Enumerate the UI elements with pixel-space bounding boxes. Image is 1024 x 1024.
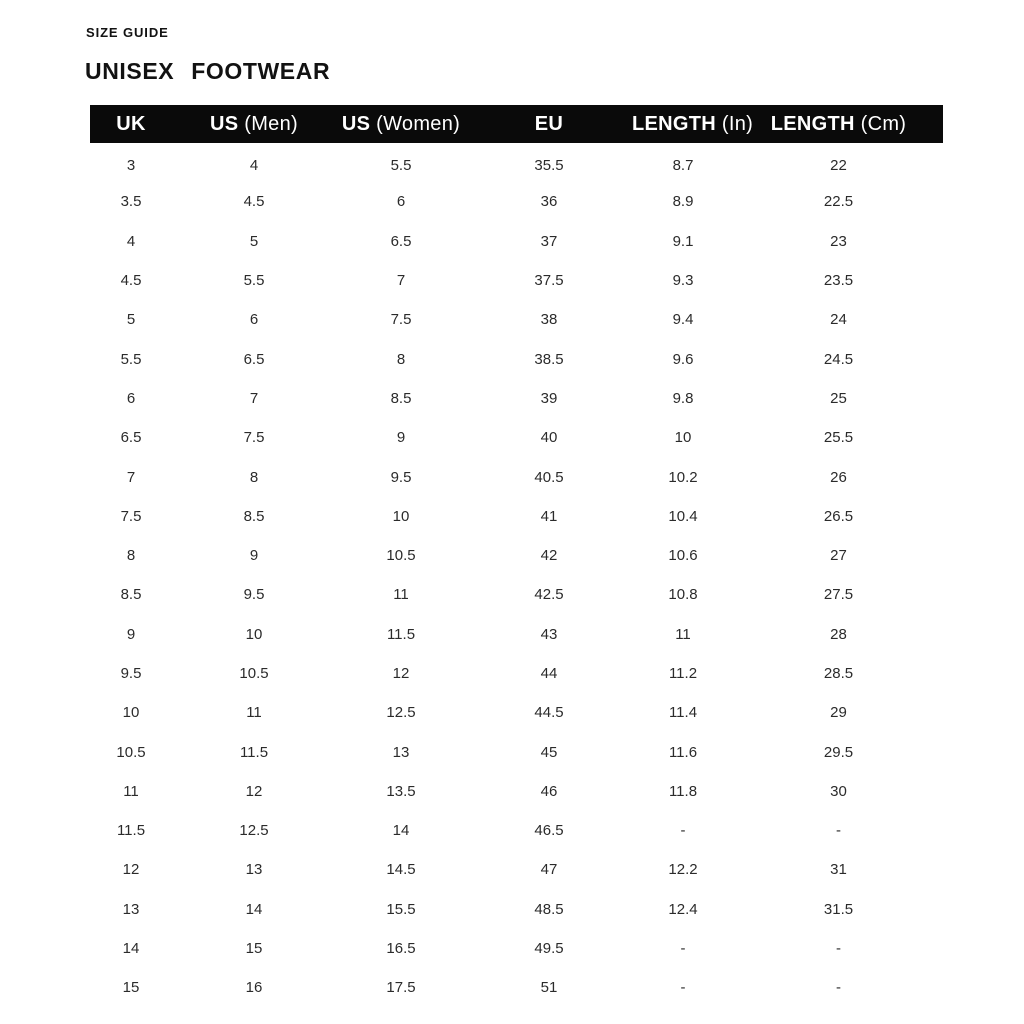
cell-us-men: 7.5 [243, 429, 265, 447]
cell-us-women: 11 [393, 586, 409, 604]
cell-eu: 49.5 [534, 940, 564, 958]
cell-length-cm: 24.5 [823, 350, 854, 368]
cell-length-cm: 24 [830, 311, 847, 329]
table-row [90, 418, 943, 457]
column-header-light-text: (In) [716, 112, 754, 135]
cell-uk: 7.5 [120, 507, 142, 525]
cell-eu: 43 [540, 625, 558, 643]
cell-us-women: 13 [392, 743, 410, 761]
cell-length-in: 11.4 [668, 704, 698, 722]
table-row [90, 890, 943, 929]
cell-length-cm: 27 [830, 547, 847, 565]
cell-us-women: 7 [396, 272, 406, 290]
column-header-length-in [632, 105, 754, 143]
table-row [90, 654, 943, 693]
column-header-bold-text: LENGTH [632, 112, 717, 135]
cell-length-in: 9.8 [672, 389, 694, 407]
table-row [90, 811, 943, 850]
cell-us-men: 14 [245, 900, 263, 918]
cell-eu: 38 [540, 311, 558, 329]
cell-eu: 44 [540, 665, 558, 682]
cell-us-women: 5.5 [390, 156, 412, 174]
column-header-uk [90, 105, 172, 143]
cell-uk: 12 [122, 861, 140, 879]
cell-uk: 6 [126, 389, 136, 407]
cell-uk: 9.5 [120, 665, 142, 682]
cell-us-men: 5.5 [243, 272, 265, 290]
column-header-light-text: (Women) [370, 112, 461, 135]
column-header-bold-text: EU [534, 112, 564, 135]
cell-length-in: 9.3 [672, 272, 694, 290]
cell-uk: 8.5 [120, 586, 142, 604]
table-row [90, 182, 943, 221]
cell-us-men: 9 [249, 547, 259, 565]
cell-length-cm: - [836, 979, 841, 997]
cell-eu: 39 [540, 389, 558, 407]
cell-us-women: 7.5 [390, 311, 412, 329]
table-row [90, 497, 943, 536]
cell-uk: 4.5 [120, 272, 142, 290]
cell-us-women: 12 [392, 665, 410, 682]
table-row [90, 968, 943, 1007]
cell-length-cm: 26 [830, 468, 847, 486]
table-row [90, 261, 943, 300]
table-row [90, 575, 943, 614]
cell-length-in: - [680, 822, 686, 840]
cell-us-women: 16.5 [386, 940, 416, 958]
cell-us-women: 6.5 [390, 232, 412, 250]
cell-us-women: 11.5 [386, 625, 416, 643]
cell-length-cm: 22 [830, 156, 847, 174]
cell-length-cm: 31.5 [823, 900, 854, 918]
cell-us-men: 7 [249, 389, 259, 407]
cell-eu: 40 [540, 429, 558, 447]
cell-length-in: 10.2 [668, 468, 698, 486]
cell-uk: 11 [123, 782, 139, 800]
column-header-us-men [172, 105, 336, 143]
cell-us-men: 5 [249, 232, 259, 250]
cell-us-men: 12 [245, 782, 263, 800]
cell-uk: 7 [126, 468, 136, 486]
cell-us-men: 6 [249, 311, 259, 329]
cell-length-in: 10.4 [668, 507, 698, 525]
cell-us-men: 13 [245, 861, 263, 879]
cell-us-men: 6.5 [243, 350, 265, 368]
cell-eu: 40.5 [534, 468, 564, 486]
cell-length-cm: 29 [830, 704, 847, 722]
cell-length-in: 8.7 [672, 156, 694, 174]
table-row [90, 772, 943, 811]
cell-uk: 4 [126, 232, 136, 250]
table-row [90, 457, 943, 496]
cell-us-women: 9 [396, 429, 406, 447]
cell-uk: 10.5 [116, 743, 146, 761]
table-row [90, 693, 943, 732]
column-header-us-women [336, 105, 466, 143]
cell-length-cm: 28 [830, 625, 847, 643]
cell-us-women: 9.5 [390, 468, 412, 486]
cell-us-women: 10.5 [386, 547, 416, 565]
cell-uk: 13 [122, 900, 140, 918]
cell-uk: 6.5 [120, 429, 142, 447]
column-header-length-cm [734, 105, 943, 143]
cell-eu: 47 [540, 861, 558, 879]
size-table-body [90, 143, 943, 1008]
column-header-light-text: (Men) [238, 112, 298, 135]
cell-length-cm: 23 [830, 232, 847, 250]
cell-us-men: 16 [245, 979, 263, 997]
cell-us-women: 14 [392, 822, 410, 840]
cell-eu: 37.5 [534, 272, 564, 290]
cell-eu: 45 [540, 743, 558, 761]
cell-length-cm: 25 [830, 389, 847, 407]
cell-length-cm: 22.5 [823, 193, 854, 211]
cell-length-in: 9.6 [672, 350, 694, 368]
cell-length-in: 11 [675, 625, 691, 643]
cell-uk: 3 [126, 156, 136, 174]
cell-us-men: 11.5 [239, 743, 269, 761]
table-row [90, 379, 943, 418]
cell-length-in: 9.4 [672, 311, 694, 329]
cell-eu: 36 [540, 193, 558, 211]
cell-length-in: 10.6 [668, 547, 698, 565]
table-row [90, 339, 943, 378]
table-row [90, 536, 943, 575]
cell-uk: 8 [126, 547, 136, 565]
table-row [90, 300, 943, 339]
table-row [90, 850, 943, 889]
column-header-bold-text: US [210, 112, 239, 135]
cell-uk: 10 [122, 704, 140, 722]
cell-length-cm: 30 [830, 782, 847, 800]
column-header-light-text: (Cm) [854, 112, 907, 135]
cell-us-women: 13.5 [386, 782, 416, 800]
column-header-bold-text: LENGTH [770, 112, 855, 135]
cell-eu: 48.5 [534, 900, 564, 918]
size-guide-label: SIZE GUIDE [86, 25, 169, 40]
size-table-header [90, 105, 943, 143]
cell-eu: 41 [540, 507, 558, 525]
cell-us-women: 8.5 [390, 389, 412, 407]
table-row [90, 732, 943, 771]
cell-us-men: 15 [245, 940, 263, 958]
cell-us-women: 15.5 [386, 900, 416, 918]
cell-eu: 46.5 [534, 822, 564, 840]
cell-length-in: 12.4 [668, 900, 698, 918]
cell-length-cm: 31 [830, 861, 847, 879]
cell-length-cm: 29.5 [823, 743, 854, 761]
cell-length-in: 9.1 [672, 232, 694, 250]
cell-length-in: 8.9 [672, 193, 694, 211]
page-title: UNISEX FOOTWEAR [85, 58, 331, 84]
cell-eu: 44.5 [534, 704, 564, 722]
cell-length-in: - [680, 940, 686, 958]
cell-uk: 15 [122, 979, 140, 997]
cell-uk: 5.5 [120, 350, 142, 368]
cell-us-men: 12.5 [239, 822, 269, 840]
cell-length-cm: - [836, 822, 841, 840]
cell-length-cm: 23.5 [823, 272, 854, 290]
cell-us-men: 9.5 [243, 586, 265, 604]
cell-us-women: 17.5 [386, 979, 416, 997]
cell-length-in: 10 [674, 429, 692, 447]
cell-us-women: 10 [392, 507, 410, 525]
cell-length-in: 11.2 [668, 665, 698, 682]
cell-length-cm: 26.5 [823, 507, 854, 525]
cell-us-women: 14.5 [386, 861, 416, 879]
cell-us-men: 10 [245, 625, 263, 643]
cell-eu: 42 [540, 547, 558, 565]
cell-eu: 37 [540, 232, 558, 250]
cell-length-cm: 28.5 [823, 665, 854, 682]
cell-us-men: 11 [246, 704, 262, 722]
cell-uk: 11.5 [116, 822, 146, 840]
cell-length-in: 11.6 [668, 743, 698, 761]
table-row [90, 615, 943, 654]
cell-us-men: 10.5 [239, 665, 269, 682]
cell-eu: 38.5 [534, 350, 564, 368]
cell-length-in: 11.8 [668, 782, 698, 800]
cell-uk: 3.5 [120, 193, 142, 211]
cell-us-men: 4.5 [243, 193, 265, 211]
cell-us-men: 4 [249, 156, 259, 174]
cell-eu: 42.5 [534, 586, 564, 604]
cell-us-men: 8.5 [243, 507, 265, 525]
cell-length-cm: - [836, 940, 841, 958]
cell-us-women: 12.5 [386, 704, 416, 722]
cell-eu: 35.5 [534, 156, 564, 174]
column-header-eu [466, 105, 632, 143]
cell-us-men: 8 [249, 468, 259, 486]
cell-eu: 51 [540, 979, 558, 997]
size-table [90, 105, 943, 1008]
cell-length-cm: 25.5 [823, 429, 854, 447]
table-row [90, 929, 943, 968]
cell-us-women: 6 [396, 193, 406, 211]
cell-us-women: 8 [396, 350, 406, 368]
table-row [90, 143, 943, 182]
column-header-bold-text: UK [116, 112, 146, 135]
size-guide-page [0, 25, 1024, 1024]
header-row [90, 105, 943, 143]
cell-length-in: - [680, 979, 686, 997]
column-header-bold-text: US [341, 112, 371, 135]
cell-uk: 9 [126, 625, 136, 643]
cell-uk: 5 [126, 311, 136, 329]
table-row [90, 222, 943, 261]
cell-uk: 14 [122, 940, 140, 958]
cell-length-cm: 27.5 [823, 586, 854, 604]
cell-length-in: 12.2 [668, 861, 698, 879]
cell-eu: 46 [540, 782, 558, 800]
cell-length-in: 10.8 [668, 586, 698, 604]
